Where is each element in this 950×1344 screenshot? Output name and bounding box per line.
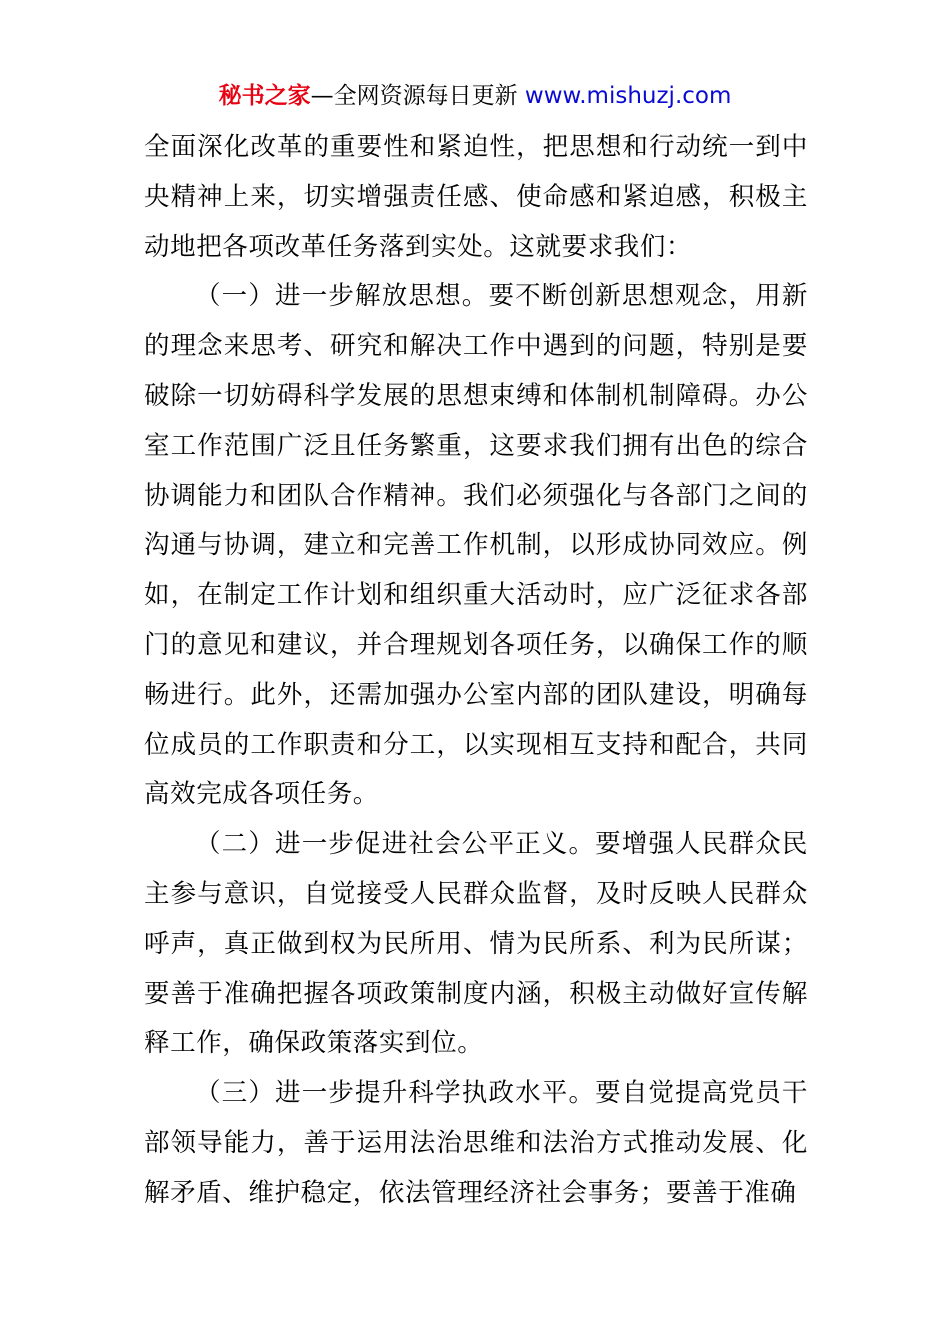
page-header: [0, 80, 950, 112]
paragraph-section-3: （三）进一步提升科学执政水平。要自觉提高党员干部领导能力，善于运用法治思维和法治方式推动发展、化解矛盾、维护稳定，依法管理经济社会事务；要善于准确: [144, 1078, 808, 1208]
header-tagline: —全网资源每日更新: [310, 83, 525, 109]
paragraph-section-2: （二）进一步促进社会公平正义。要增强人民群众民主参与意识，自觉接受人民群众监督，及时反映人民群众呼声，真正做到权为民所用、情为民所系、利为民所谋；要善于准确把握各项政策制度内涵，积极主动做好宣传解释工作，确保政策落实到位。: [144, 829, 808, 1059]
site-url-link[interactable]: www.mishuzj.com: [524, 83, 732, 109]
paragraph-section-1: （一）进一步解放思想。要不断创新思想观念，用新的理念来思考、研究和解决工作中遇到的问题，特别是要破除一切妨碍科学发展的思想束缚和体制机制障碍。办公室工作范围广泛且任务繁重，这要求我们拥有出色的综合协调能力和团队合作精神。我们必须强化与各部门之间的沟通与协调，建立和完善工作机制，以形成协同效应。例如，在制定工作计划和组织重大活动时，应广泛征求各部门的意见和建议，并合理规划各项任务，以确保工作的顺畅进行。此外，还需加强办公室内部的团队建设，明确每位成员的工作职责和分工，以实现相互支持和配合，共同高效完成各项任务。: [144, 281, 808, 810]
document-body: [144, 123, 808, 1219]
brand-name: 秘书之家: [218, 83, 311, 109]
paragraph-intro-continuation: 全面深化改革的重要性和紧迫性，把思想和行动统一到中央精神上来，切实增强责任感、使命感和紧迫感，积极主动地把各项改革任务落到实处。这就要求我们：: [144, 132, 808, 262]
